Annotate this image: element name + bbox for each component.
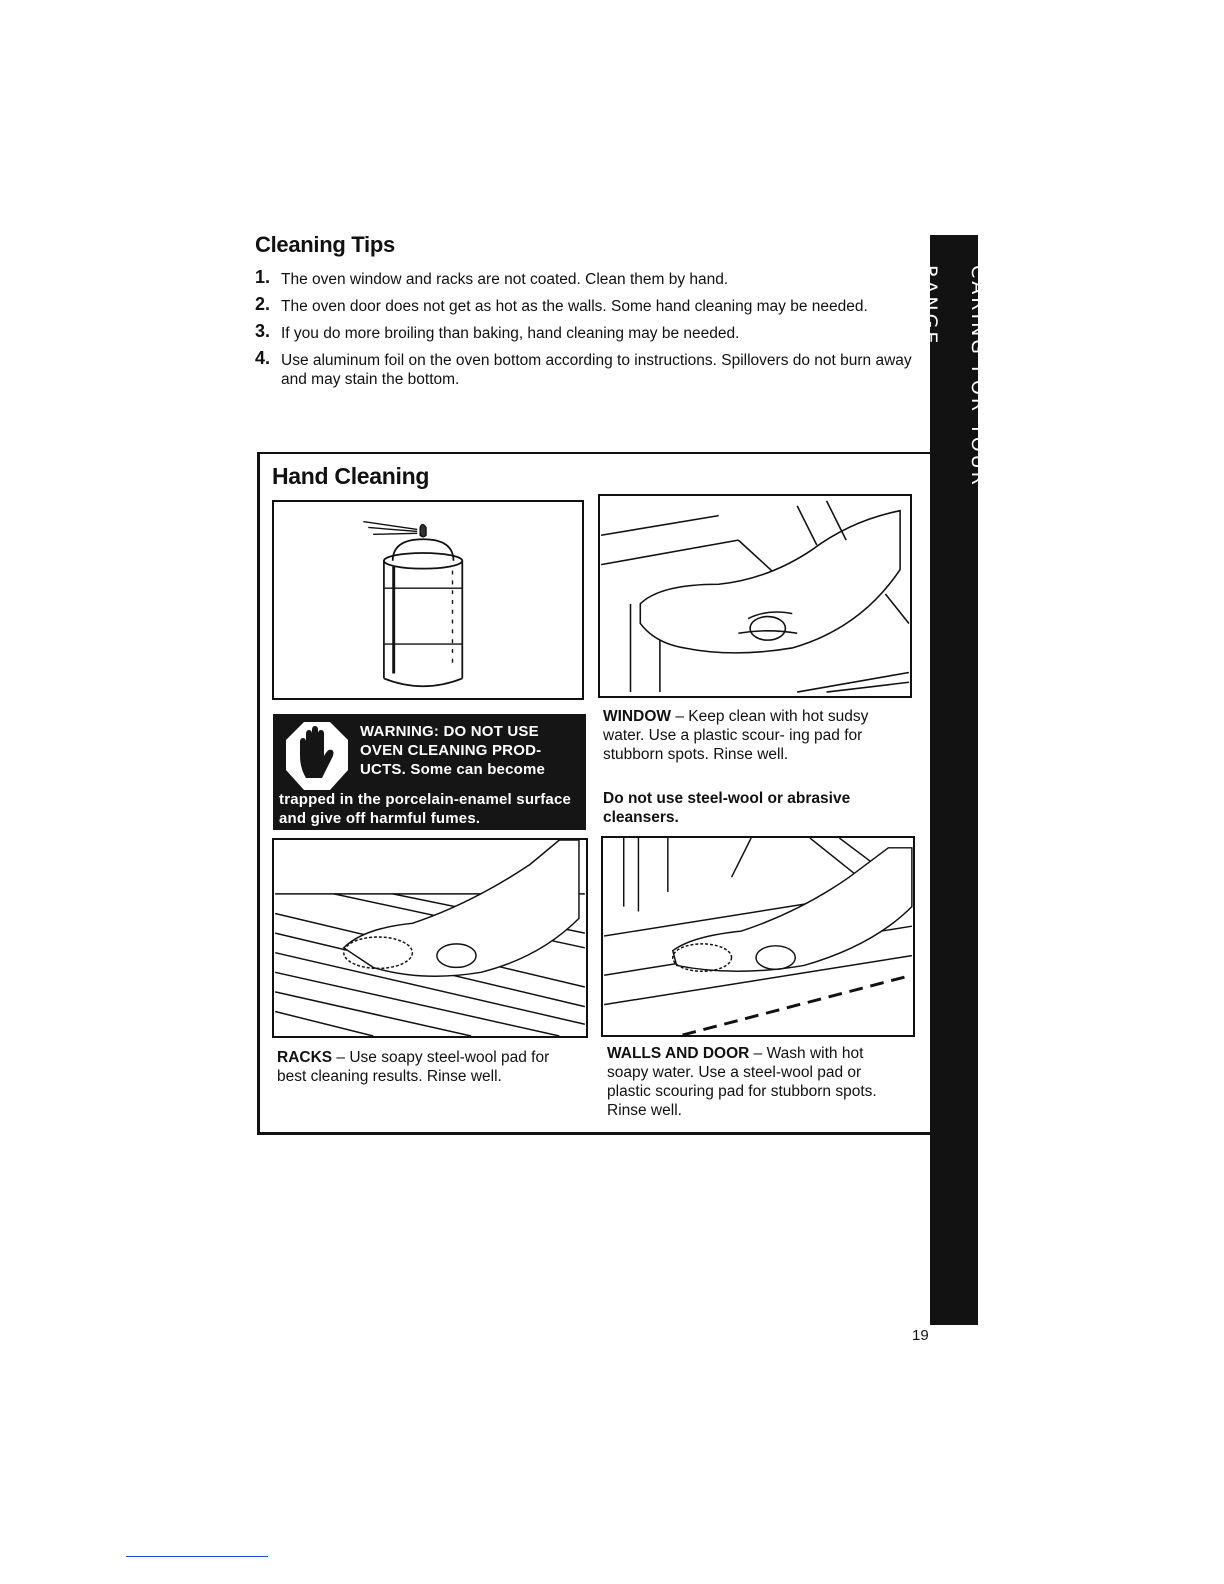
tip-number: 4. bbox=[255, 348, 271, 368]
tip-item bbox=[255, 294, 925, 316]
section-side-tab bbox=[919, 235, 989, 1325]
walls-text: – Wash with hot soapy water. Use a steel-wool pad or plastic scouring pad for stubborn spots. Rinse well. bbox=[607, 1045, 877, 1119]
window-cleaning-drawing bbox=[600, 496, 910, 696]
cleaning-tips-list bbox=[255, 267, 925, 397]
warning-box bbox=[273, 714, 586, 830]
tip-text: If you do more broiling than baking, hand cleaning may be needed. bbox=[281, 325, 740, 342]
tip-item bbox=[255, 321, 925, 343]
tip-item bbox=[255, 348, 925, 389]
hand-cleaning-title: Hand Cleaning bbox=[272, 463, 430, 489]
racks-caption bbox=[277, 1048, 557, 1086]
warning-text-bottom: trapped in the porcelain-enamel surface and give off harmful fumes. bbox=[279, 791, 572, 827]
tip-text: The oven door does not get as hot as the walls. Some hand cleaning may be needed. bbox=[281, 298, 868, 315]
window-warning-note: Do not use steel-wool or abrasive cleansers. bbox=[603, 790, 851, 826]
page-number: 19 bbox=[912, 1327, 929, 1344]
window-label: WINDOW bbox=[603, 708, 672, 725]
window-caption bbox=[603, 707, 893, 764]
racks-cleaning-illustration bbox=[272, 838, 588, 1038]
warning-hand-icon bbox=[286, 722, 348, 790]
spray-can-drawing bbox=[274, 502, 582, 698]
walls-label: WALLS AND DOOR bbox=[607, 1045, 750, 1062]
tip-number: 3. bbox=[255, 321, 271, 341]
cleaning-tips-title: Cleaning Tips bbox=[255, 232, 395, 257]
racks-text: – Use soapy steel-wool pad for best cleaning results. Rinse well. bbox=[277, 1049, 550, 1085]
side-tab-label: CARING FOR YOUR RANGE bbox=[919, 265, 989, 488]
walls-caption bbox=[607, 1044, 892, 1120]
tip-text: The oven window and racks are not coated. Clean them by hand. bbox=[281, 271, 729, 288]
tip-number: 2. bbox=[255, 294, 271, 314]
warning-text-top: WARNING: DO NOT USE OVEN CLEANING PROD- UCTS. Some can become bbox=[360, 723, 546, 778]
footer-rule bbox=[126, 1556, 268, 1557]
walls-cleaning-drawing bbox=[603, 838, 913, 1035]
racks-label: RACKS bbox=[277, 1049, 333, 1066]
tip-text: Use aluminum foil on the oven bottom according to instructions. Spillovers do not burn away and may stain the bottom. bbox=[281, 352, 912, 388]
walls-cleaning-illustration bbox=[601, 836, 915, 1037]
spray-can-illustration bbox=[272, 500, 584, 700]
window-cleaning-illustration bbox=[598, 494, 912, 698]
window-text: – Keep clean with hot sudsy water. Use a plastic scour- ing pad for stubborn spots. Rinse well. bbox=[603, 708, 869, 763]
tip-number: 1. bbox=[255, 267, 271, 287]
tip-item bbox=[255, 267, 925, 289]
racks-cleaning-drawing bbox=[274, 840, 586, 1036]
